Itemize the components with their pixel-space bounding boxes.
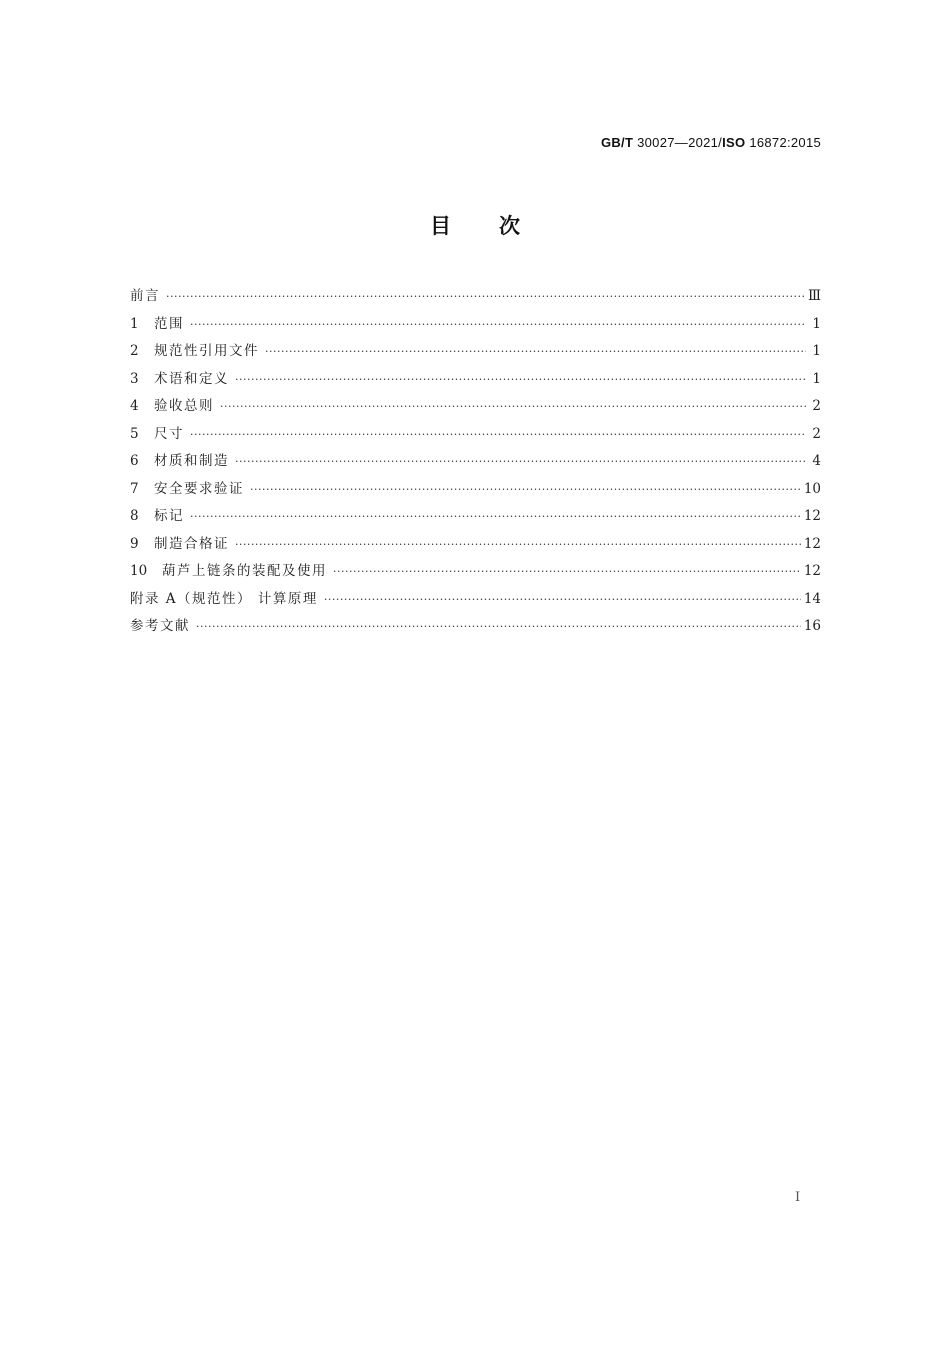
toc-leader-dots <box>220 393 806 421</box>
toc-leader-dots <box>265 338 806 366</box>
toc-entry-label: 葫芦上链条的装配及使用 <box>162 563 327 579</box>
toc-leader-dots <box>333 558 801 586</box>
toc-entry-5[interactable] <box>130 421 821 449</box>
toc-leader-dots <box>235 366 806 394</box>
toc-entry-9[interactable] <box>130 531 821 559</box>
toc-leader-dots <box>250 476 801 504</box>
toc-leader-dots <box>190 311 806 339</box>
toc-entry-label: 参考文献 <box>130 618 190 634</box>
toc-entry-page: Ⅲ <box>807 288 821 304</box>
toc-entry-number: 7 <box>130 480 139 497</box>
toc-entry-page: 1 <box>812 343 821 359</box>
toc-entry-number: 1 <box>130 315 139 332</box>
toc-entry-number: 2 <box>130 343 139 359</box>
toc-leader-dots <box>235 531 801 559</box>
toc-entry-3[interactable] <box>130 366 821 394</box>
toc-entry-label: 附录 A（规范性） 计算原理 <box>130 590 318 607</box>
table-of-contents <box>130 283 821 641</box>
toc-entry-page: 16 <box>803 618 821 634</box>
toc-entry-number: 9 <box>130 535 139 552</box>
toc-entry-label: 尺寸 <box>154 425 184 442</box>
toc-entry-page: 10 <box>803 480 821 497</box>
toc-entry-annex-a[interactable] <box>130 586 821 614</box>
toc-entry-label: 规范性引用文件 <box>154 343 259 359</box>
toc-entry-page: 14 <box>803 590 821 607</box>
toc-entry-8[interactable] <box>130 503 821 531</box>
standard-code-number: 30027—2021/ <box>633 135 723 150</box>
toc-leader-dots <box>166 283 805 311</box>
toc-entry-7[interactable] <box>130 476 821 504</box>
toc-entry-label: 材质和制造 <box>154 453 229 469</box>
toc-entry-4[interactable] <box>130 393 821 421</box>
toc-leader-dots <box>196 613 801 641</box>
toc-entry-number: 6 <box>130 453 139 469</box>
toc-entry-number: 10 <box>130 563 148 579</box>
toc-leader-dots <box>235 448 806 476</box>
toc-entry-number: 3 <box>130 370 139 387</box>
toc-leader-dots <box>190 421 806 449</box>
toc-entry-label: 前言 <box>130 288 160 304</box>
toc-leader-dots <box>190 503 801 531</box>
toc-entry-label: 范围 <box>154 315 184 332</box>
toc-entry-label: 验收总则 <box>154 398 214 414</box>
toc-entry-6[interactable] <box>130 448 821 476</box>
toc-entry-page: 2 <box>812 398 821 414</box>
toc-entry-label: 制造合格证 <box>154 535 229 552</box>
toc-entry-page: 1 <box>812 370 821 387</box>
toc-entry-number: 5 <box>130 425 139 442</box>
toc-entry-page: 4 <box>812 453 821 469</box>
toc-entry-foreword[interactable] <box>130 283 821 311</box>
standard-code-iso: ISO <box>722 135 746 150</box>
toc-entry-number: 4 <box>130 398 139 414</box>
toc-entry-label: 安全要求验证 <box>154 480 244 497</box>
standard-code <box>601 135 821 150</box>
toc-entry-bibliography[interactable] <box>130 613 821 641</box>
toc-entry-1[interactable] <box>130 311 821 339</box>
toc-entry-page: 12 <box>803 563 821 579</box>
toc-entry-number: 8 <box>130 508 139 524</box>
toc-entry-2[interactable] <box>130 338 821 366</box>
toc-entry-page: 1 <box>812 315 821 332</box>
page-title: 目次 <box>430 214 568 238</box>
toc-entry-10[interactable] <box>130 558 821 586</box>
toc-entry-label: 术语和定义 <box>154 370 229 387</box>
standard-code-iso-number: 16872:2015 <box>745 135 821 150</box>
toc-leader-dots <box>324 586 801 614</box>
standard-code-gbt: GB/T <box>600 135 634 150</box>
toc-entry-label: 标记 <box>154 508 184 524</box>
toc-entry-page: 12 <box>803 535 821 552</box>
page-number: I <box>795 1190 801 1205</box>
toc-entry-page: 12 <box>803 508 821 524</box>
toc-entry-page: 2 <box>812 425 821 442</box>
